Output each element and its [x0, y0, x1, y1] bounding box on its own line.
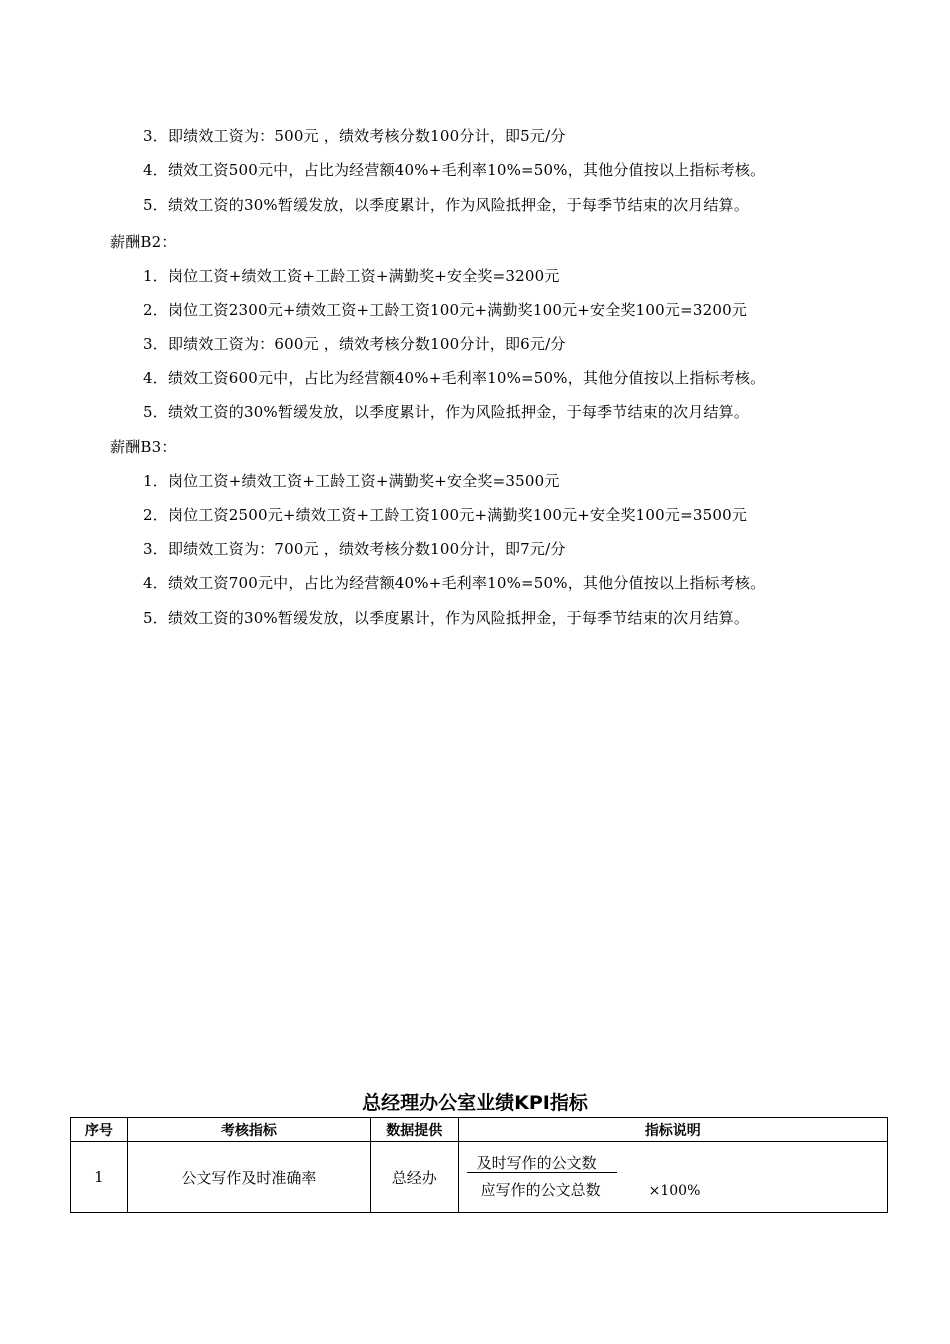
- section-b2-heading: 薪酬B2：: [110, 233, 177, 251]
- kpi-table-title: 总经理办公室业绩KPI指标: [362, 1092, 588, 1114]
- formula-numerator: 及时写作的公文数: [467, 1154, 617, 1173]
- section-a-item-4: 4．绩效工资500元中，占比为经营额40%+毛利率10%=50%，其他分值按以上指标考核。: [143, 161, 766, 179]
- section-b3-item-5: 5．绩效工资的30%暂缓发放，以季度累计，作为风险抵押金，于每季节结束的次月结算。: [143, 609, 750, 627]
- header-serial: 序号: [71, 1118, 128, 1142]
- formula-denominator: 应写作的公文总数: [480, 1181, 601, 1199]
- section-b3-item-1: 1．岗位工资+绩效工资+工龄工资+满勤奖+安全奖=3500元: [143, 472, 560, 490]
- section-a-item-5: 5．绩效工资的30%暂缓发放，以季度累计，作为风险抵押金，于每季节结束的次月结算。: [143, 196, 750, 214]
- section-a-item-3: 3．即绩效工资为：500元 ，绩效考核分数100分计，即5元/分: [143, 127, 566, 145]
- kpi-table-header-row: [71, 1118, 888, 1142]
- section-b3-item-2: 2．岗位工资2500元+绩效工资+工龄工资100元+满勤奖100元+安全奖100元=3500元: [143, 506, 748, 524]
- cell-data-provider: 总经办: [370, 1142, 458, 1213]
- kpi-table: [70, 1117, 888, 1213]
- section-b3-item-4: 4．绩效工资700元中，占比为经营额40%+毛利率10%=50%，其他分值按以上指标考核。: [143, 574, 766, 592]
- header-indicator: 考核指标: [127, 1118, 370, 1142]
- section-b3-heading: 薪酬B3：: [110, 438, 177, 456]
- rate-formula: [459, 1142, 887, 1212]
- section-b3-item-3: 3．即绩效工资为：700元 ，绩效考核分数100分计，即7元/分: [143, 540, 566, 558]
- section-b2-item-5: 5．绩效工资的30%暂缓发放，以季度累计，作为风险抵押金，于每季节结束的次月结算。: [143, 403, 750, 421]
- cell-description: [458, 1142, 887, 1213]
- table-row: [71, 1142, 888, 1213]
- section-b2-item-2: 2．岗位工资2300元+绩效工资+工龄工资100元+满勤奖100元+安全奖100元=3200元: [143, 301, 748, 319]
- section-b2-item-3: 3．即绩效工资为：600元 ，绩效考核分数100分计，即6元/分: [143, 335, 566, 353]
- header-description: 指标说明: [458, 1118, 887, 1142]
- cell-serial: 1: [71, 1142, 128, 1213]
- formula-multiplier: ×100%: [648, 1183, 701, 1199]
- header-data-provider: 数据提供: [370, 1118, 458, 1142]
- section-b2-item-4: 4．绩效工资600元中，占比为经营额40%+毛利率10%=50%，其他分值按以上指标考核。: [143, 369, 766, 387]
- section-b2-item-1: 1．岗位工资+绩效工资+工龄工资+满勤奖+安全奖=3200元: [143, 267, 560, 285]
- cell-indicator: 公文写作及时准确率: [127, 1142, 370, 1213]
